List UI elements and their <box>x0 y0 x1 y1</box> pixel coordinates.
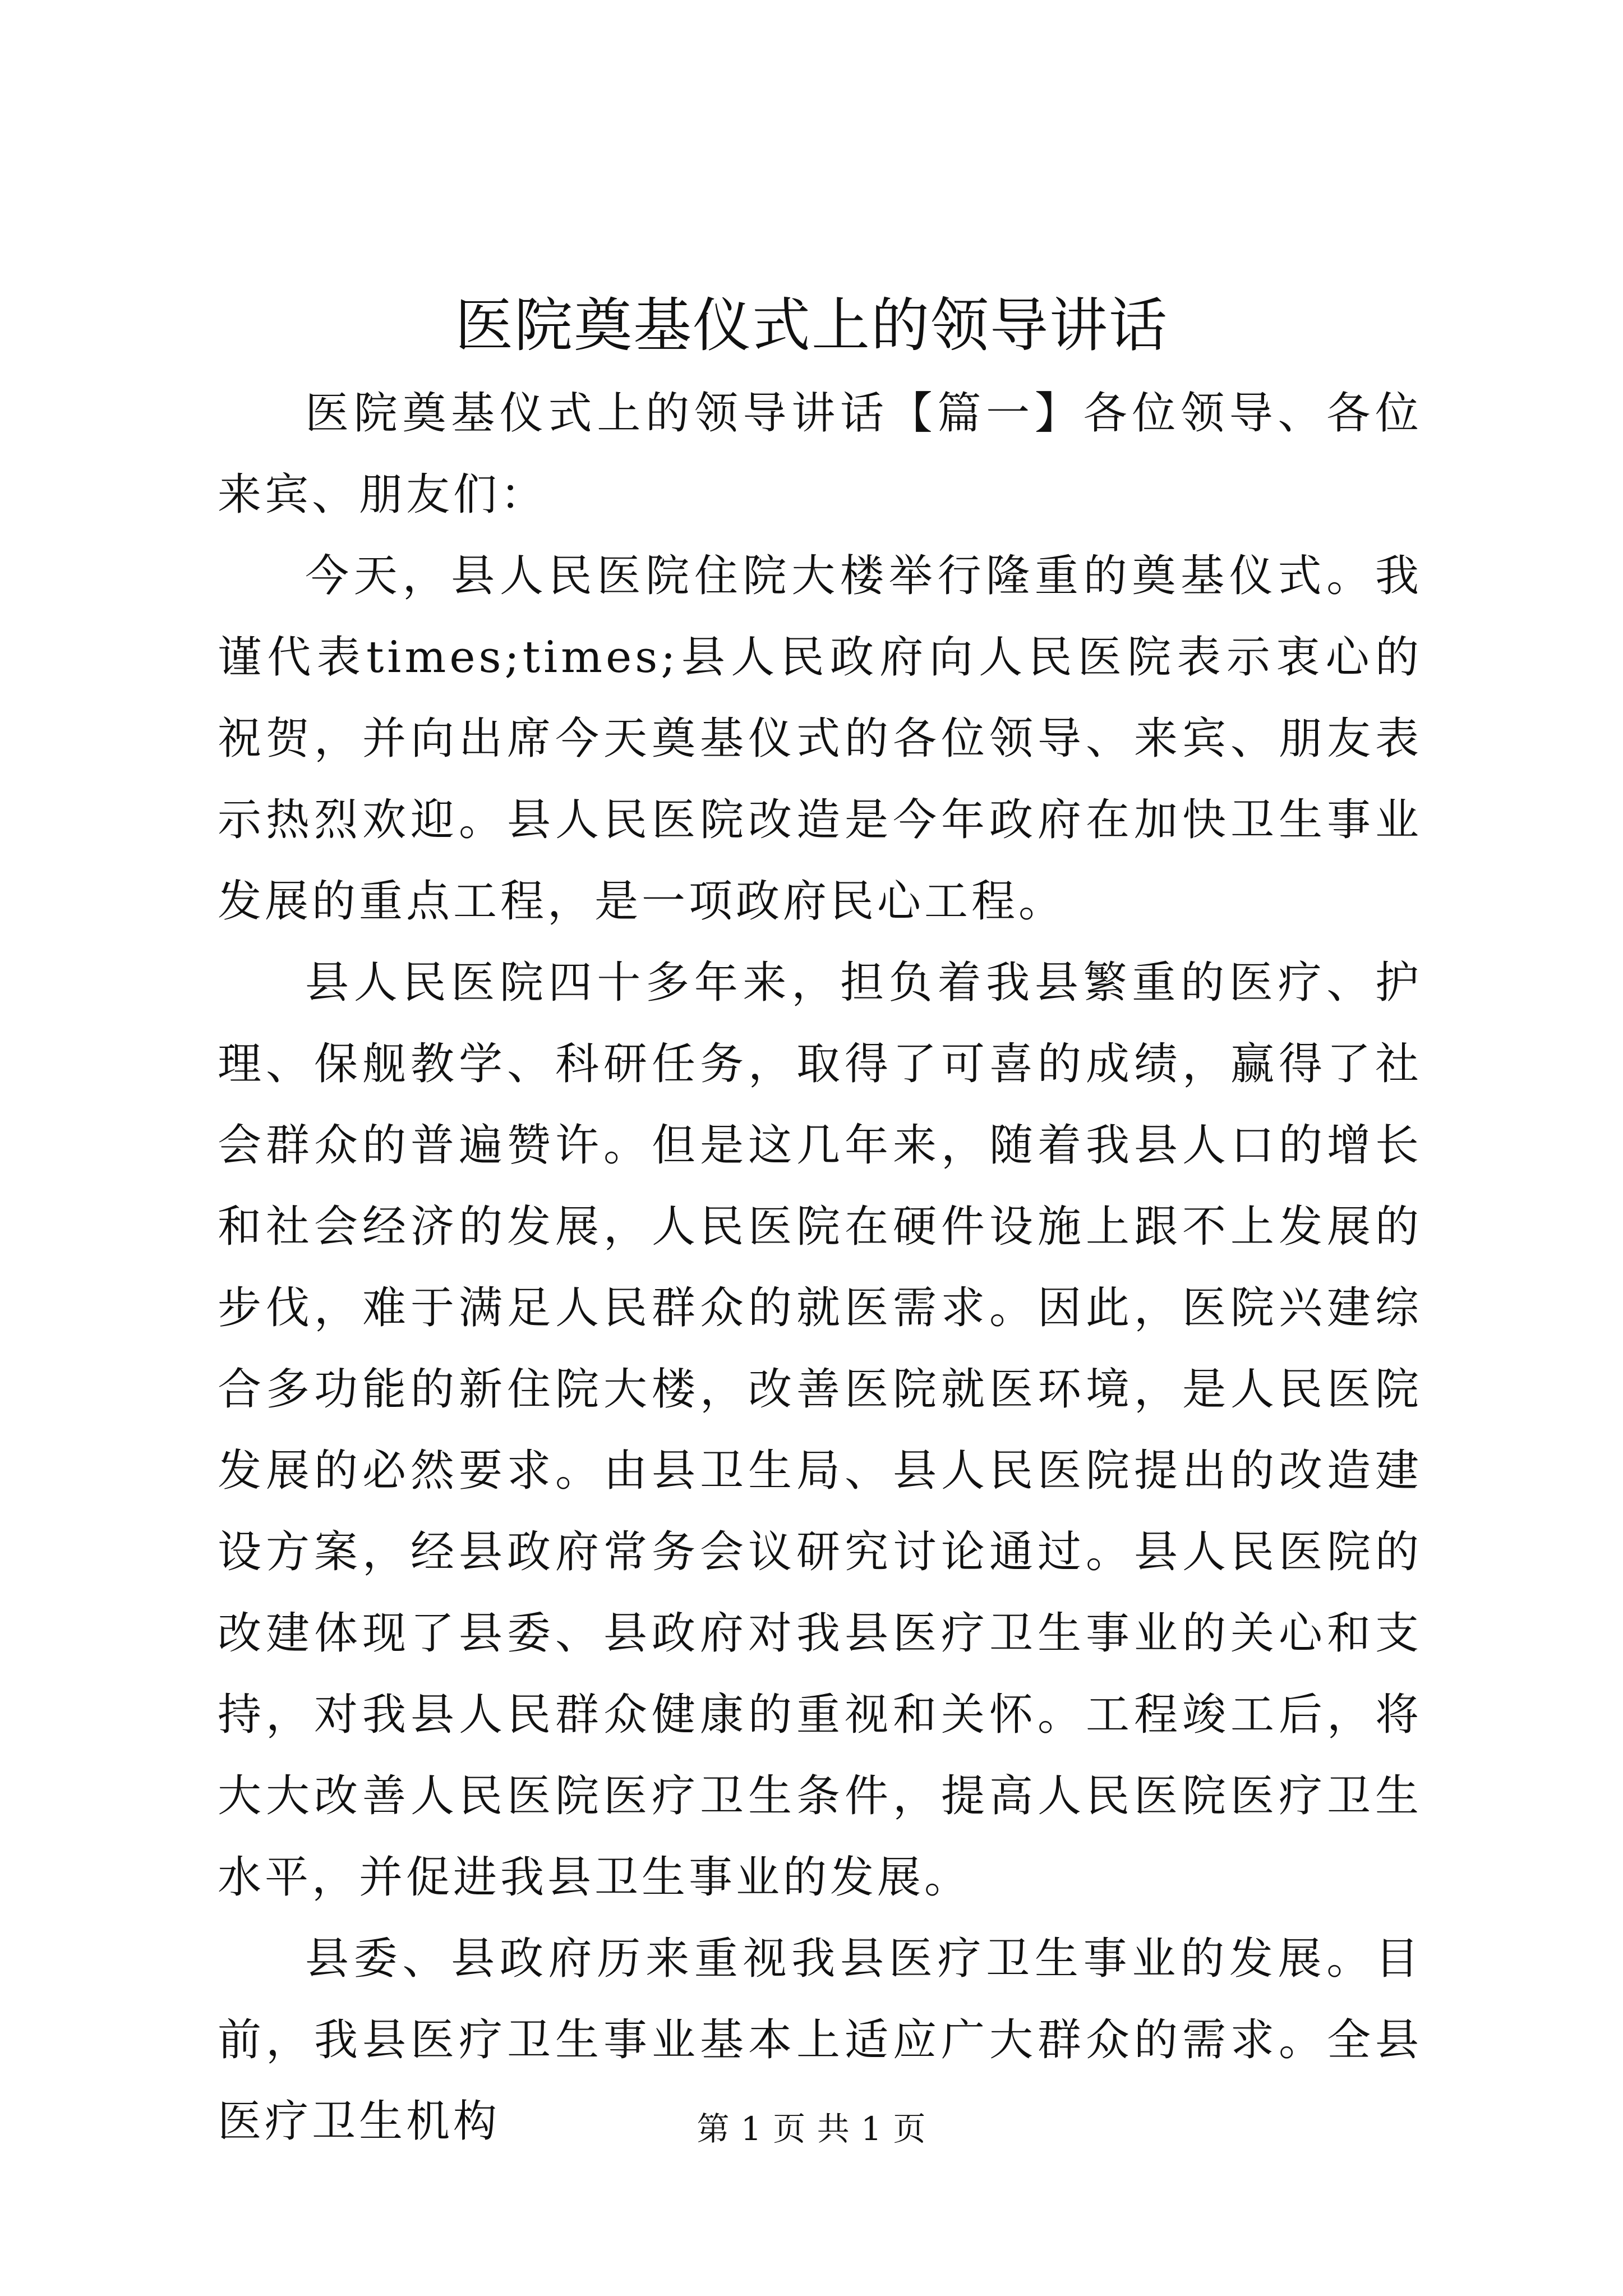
document-body <box>218 373 1422 2162</box>
paragraph-2: 今天，县人民医院住院大楼举行隆重的奠基仪式。我谨代表times;times;县人民政府向人民医院表示衷心的祝贺，并向出席今天奠基仪式的各位领导、来宾、朋友表示热烈欢迎。县人民医院改造是今年政府在加快卫生事业发展的重点工程，是一项政府民心工程。 <box>218 551 1422 927</box>
paragraph-4: 县委、县政府历来重视我县医疗卫生事业的发展。目前，我县医疗卫生事业基本上适应广大群众的需求。全县医疗卫生机构 <box>218 1934 1422 2147</box>
paragraph-1: 医院奠基仪式上的领导讲话【篇一】各位领导、各位来宾、朋友们： <box>218 388 1422 520</box>
document-title: 医院奠基仪式上的领导讲话 <box>454 291 1168 360</box>
page-footer: 第 1 页 共 1 页 <box>697 2110 926 2148</box>
paragraph-3: 县人民医院四十多年来，担负着我县繁重的医疗、护理、保舰教学、科研任务，取得了可喜的成绩，赢得了社会群众的普遍赞许。但是这几年来，随着我县人口的增长和社会经济的发展，人民医院在硬件设施上跟不上发展的步伐，难于满足人民群众的就医需求。因此，医院兴建综合多功能的新住院大楼，改善医院就医环境，是人民医院发展的必然要求。由县卫生局、县人民医院提出的改造建设方案，经县政府常务会议研究讨论通过。县人民医院的改建体现了县委、县政府对我县医疗卫生事业的关心和支持，对我县人民群众健康的重视和关怀。工程竣工后，将大大改善人民医院医疗卫生条件，提高人民医院医疗卫生水平，并促进我县卫生事业的发展。 <box>218 958 1422 1903</box>
